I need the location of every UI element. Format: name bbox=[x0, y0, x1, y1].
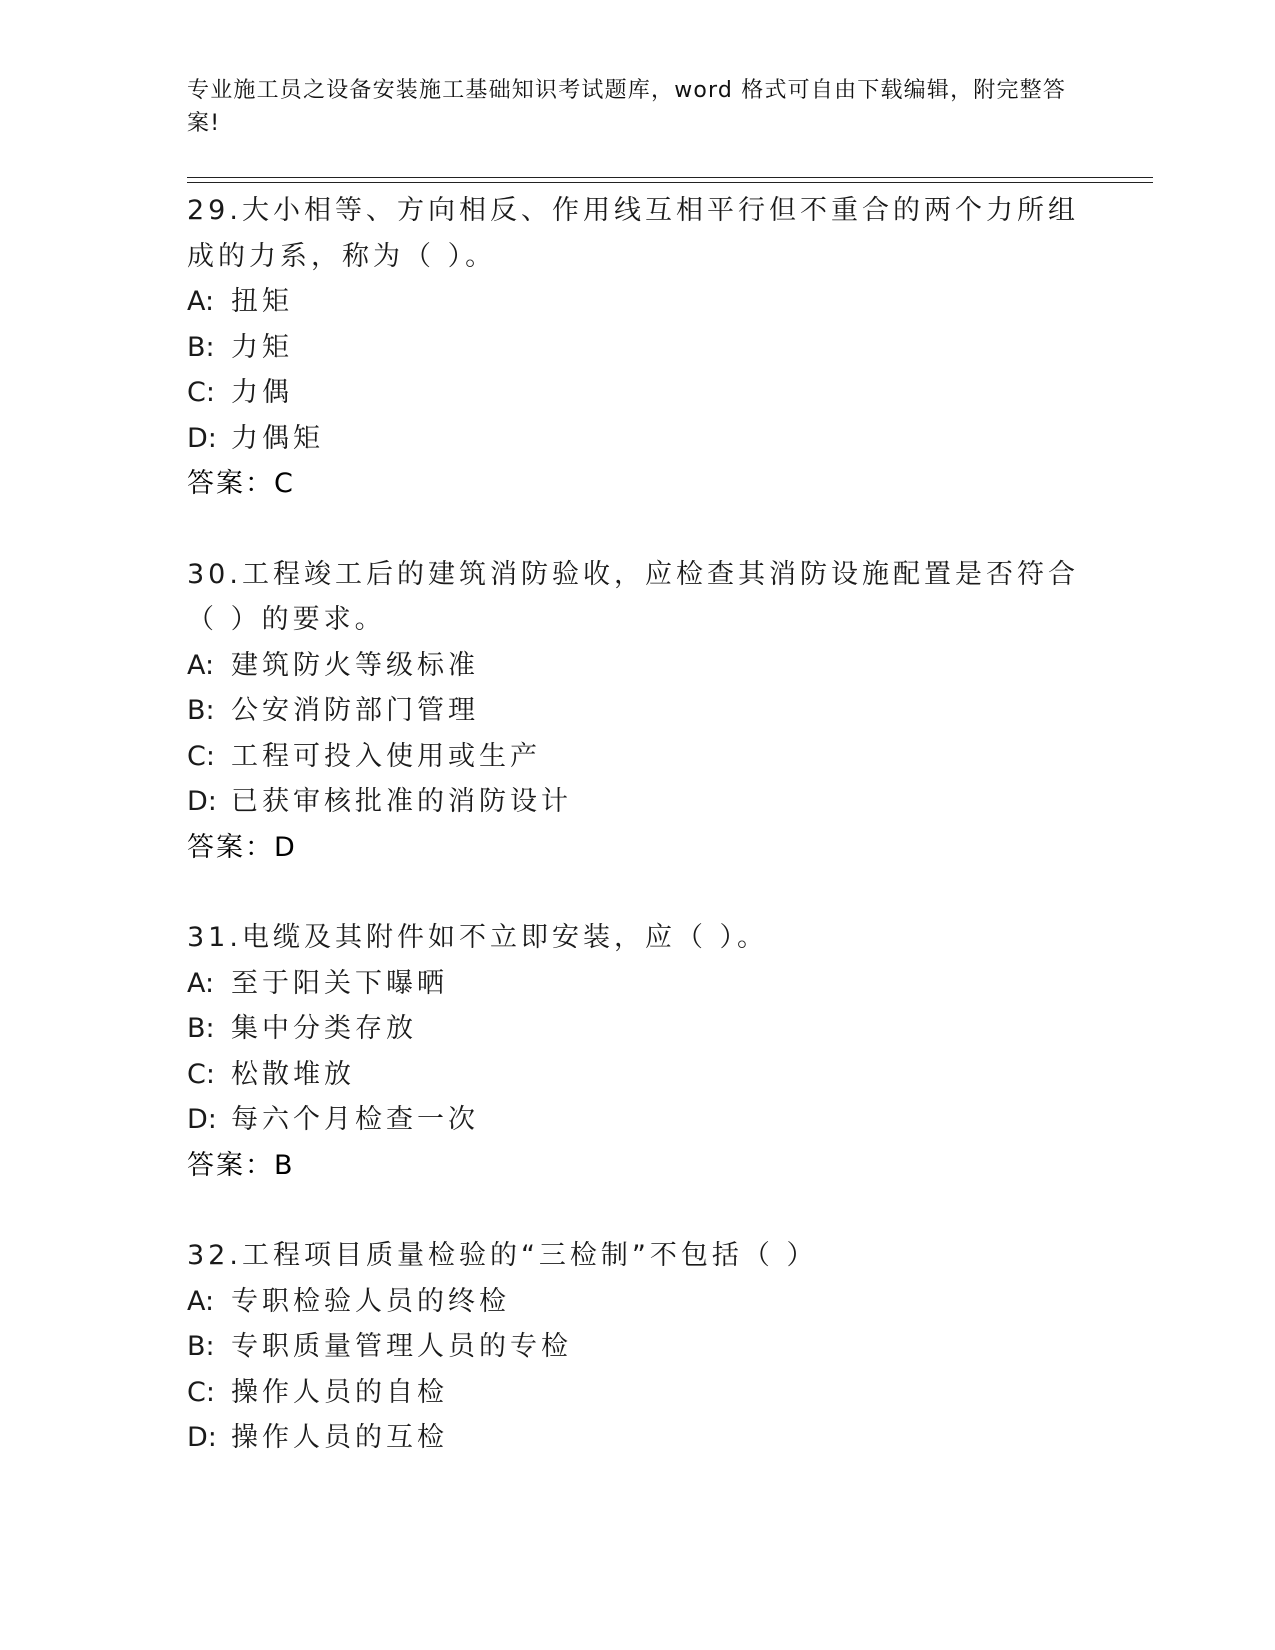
option-text: 力矩 bbox=[231, 331, 293, 363]
answer-label: 答案： bbox=[187, 468, 274, 499]
option-letter: C: bbox=[187, 377, 215, 408]
option-letter: B: bbox=[187, 695, 215, 726]
option-c bbox=[187, 1052, 1087, 1098]
option-b bbox=[187, 325, 1087, 371]
question-stem: 30.工程竣工后的建筑消防验收，应检查其消防设施配置是否符合（ ）的要求。 bbox=[187, 558, 1079, 635]
question-31 bbox=[187, 915, 1087, 1188]
option-text: 公安消防部门管理 bbox=[231, 695, 479, 726]
option-text: 已获审核批准的消防设计 bbox=[231, 786, 572, 817]
option-d bbox=[187, 1097, 1087, 1143]
option-text: 专职检验人员的终检 bbox=[231, 1285, 510, 1317]
question-29 bbox=[187, 188, 1087, 507]
option-a bbox=[187, 643, 1087, 689]
option-letter: B: bbox=[187, 1331, 215, 1362]
option-a bbox=[187, 279, 1087, 325]
answer-label: 答案： bbox=[187, 831, 274, 863]
question-stem: 32.工程项目质量检验的“三检制”不包括（ ） bbox=[187, 1240, 818, 1271]
answer-line bbox=[187, 1143, 1087, 1189]
answer-line bbox=[187, 825, 1087, 871]
option-text: 专职质量管理人员的专检 bbox=[231, 1331, 572, 1362]
option-a bbox=[187, 1279, 1087, 1325]
question-list bbox=[187, 188, 1087, 1461]
header-divider-top bbox=[187, 177, 1153, 178]
option-text: 集中分类存放 bbox=[231, 1013, 417, 1044]
option-a bbox=[187, 961, 1087, 1007]
question-stem: 29.大小相等、方向相反、作用线互相平行但不重合的两个力所组成的力系，称为（ ）。 bbox=[187, 195, 1079, 272]
option-text: 松散堆放 bbox=[231, 1058, 355, 1090]
header-divider-bottom bbox=[187, 182, 1153, 183]
option-letter: D: bbox=[187, 422, 217, 454]
option-text: 工程可投入使用或生产 bbox=[231, 740, 541, 772]
option-text: 每六个月检查一次 bbox=[231, 1104, 479, 1135]
option-text: 至于阳关下曝晒 bbox=[231, 967, 448, 999]
option-c bbox=[187, 1370, 1087, 1416]
option-d bbox=[187, 1415, 1087, 1461]
question-stem: 31.电缆及其附件如不立即安装，应（ ）。 bbox=[187, 922, 769, 953]
answer-label: 答案： bbox=[187, 1149, 274, 1181]
answer-line bbox=[187, 461, 1087, 507]
option-d bbox=[187, 416, 1087, 462]
option-text: 力偶 bbox=[231, 377, 293, 408]
option-letter: A: bbox=[187, 967, 215, 999]
option-c bbox=[187, 734, 1087, 780]
option-letter: C: bbox=[187, 1376, 215, 1408]
option-text: 操作人员的自检 bbox=[231, 1376, 448, 1408]
option-text: 扭矩 bbox=[231, 286, 293, 317]
answer-value: C bbox=[274, 468, 293, 499]
option-text: 操作人员的互检 bbox=[231, 1422, 448, 1453]
option-letter: C: bbox=[187, 740, 215, 772]
option-b bbox=[187, 1324, 1087, 1370]
question-30 bbox=[187, 552, 1087, 871]
option-b bbox=[187, 688, 1087, 734]
option-letter: B: bbox=[187, 331, 215, 363]
option-letter: D: bbox=[187, 1422, 217, 1453]
answer-value: D bbox=[274, 831, 295, 863]
document-header: 专业施工员之设备安装施工基础知识考试题库，word 格式可自由下载编辑，附完整答案! bbox=[187, 78, 1067, 136]
question-32 bbox=[187, 1233, 1087, 1461]
option-text: 力偶矩 bbox=[231, 422, 324, 454]
option-letter: D: bbox=[187, 1104, 217, 1135]
option-c bbox=[187, 370, 1087, 416]
option-text: 建筑防火等级标准 bbox=[231, 649, 479, 681]
option-d bbox=[187, 779, 1087, 825]
option-letter: A: bbox=[187, 286, 215, 317]
option-letter: C: bbox=[187, 1058, 215, 1090]
option-letter: D: bbox=[187, 786, 217, 817]
option-letter: B: bbox=[187, 1013, 215, 1044]
option-letter: A: bbox=[187, 1285, 215, 1317]
option-letter: A: bbox=[187, 649, 215, 681]
option-b bbox=[187, 1006, 1087, 1052]
answer-value: B bbox=[274, 1149, 293, 1181]
